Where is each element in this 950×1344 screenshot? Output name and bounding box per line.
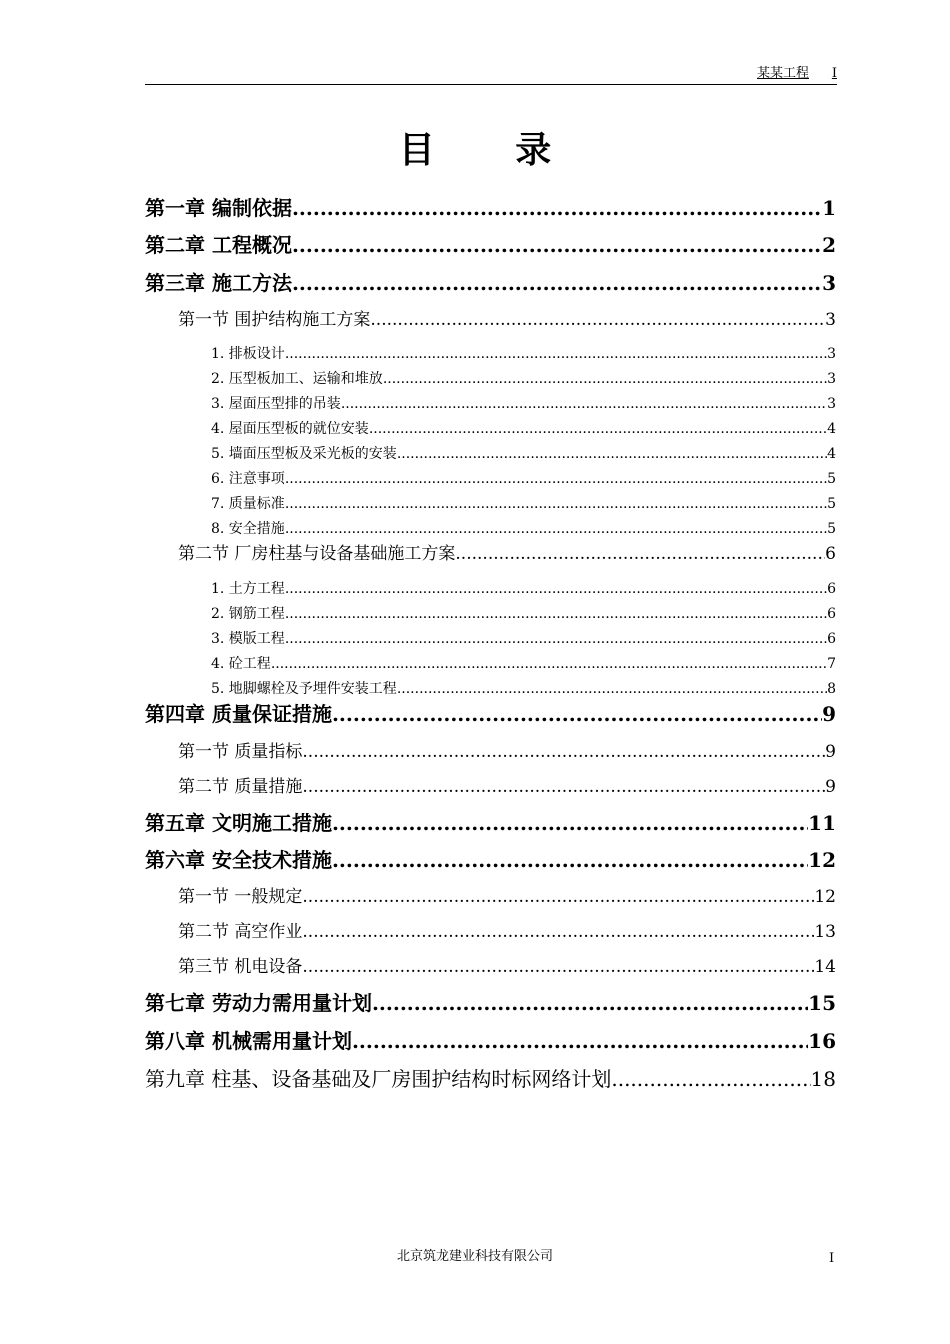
toc-page-number: 16 bbox=[808, 1029, 836, 1053]
toc-entry-text: 1. 土方工程 bbox=[211, 581, 285, 597]
toc-page-number: 18 bbox=[810, 1067, 836, 1091]
toc-leader bbox=[332, 701, 822, 727]
toc-leader bbox=[285, 580, 827, 598]
toc-section-6-3[interactable] bbox=[178, 956, 836, 978]
toc-entry-text: 第九章 柱基、设备基础及厂房围护结构时标网络计划 bbox=[145, 1067, 612, 1091]
toc-entry-text: 6. 注意事项 bbox=[211, 471, 285, 487]
toc-entry-text: 第一节 质量指标 bbox=[178, 742, 303, 762]
toc-chapter-8[interactable] bbox=[145, 1028, 836, 1054]
toc-entry-text: 8. 安全措施 bbox=[211, 521, 285, 537]
toc-page-number: 2 bbox=[822, 233, 836, 257]
toc-entry-text: 第二节 高空作业 bbox=[178, 922, 303, 942]
toc-leader bbox=[369, 420, 827, 438]
toc-entry-text: 4. 砼工程 bbox=[211, 656, 271, 672]
toc-item[interactable] bbox=[211, 395, 836, 413]
toc-leader bbox=[370, 309, 825, 331]
toc-entry-text: 3. 屋面压型排的吊装 bbox=[211, 396, 341, 412]
toc-leader bbox=[285, 495, 827, 513]
toc-entry-text: 第四章 质量保证措施 bbox=[145, 702, 332, 726]
toc-leader bbox=[383, 370, 827, 388]
toc-entry-text: 第二节 质量措施 bbox=[178, 777, 303, 797]
toc-entry-text: 第三章 施工方法 bbox=[145, 271, 292, 295]
toc-page-number: 3 bbox=[825, 310, 836, 330]
toc-leader bbox=[302, 886, 814, 908]
toc-page-number: 5 bbox=[827, 496, 836, 512]
toc-leader bbox=[332, 847, 808, 873]
toc-entry-text: 第六章 安全技术措施 bbox=[145, 848, 332, 872]
toc-entry-text: 4. 屋面压型板的就位安装 bbox=[211, 421, 369, 437]
toc-page-number: 5 bbox=[827, 471, 836, 487]
toc-entry-text: 第八章 机械需用量计划 bbox=[145, 1029, 352, 1053]
toc-entry-text: 2. 压型板加工、运输和堆放 bbox=[211, 371, 383, 387]
toc-entry-text: 第一章 编制依据 bbox=[145, 196, 292, 220]
toc-section-4-2[interactable] bbox=[178, 776, 836, 798]
toc-page-number: 5 bbox=[827, 521, 836, 537]
toc-page-number: 3 bbox=[822, 271, 836, 295]
toc-leader bbox=[292, 195, 822, 221]
toc-page-number: 14 bbox=[814, 957, 836, 977]
toc-page-number: 11 bbox=[808, 811, 836, 835]
toc-item[interactable] bbox=[211, 495, 836, 513]
toc-item[interactable] bbox=[211, 630, 836, 648]
toc-leader bbox=[372, 990, 808, 1016]
toc-chapter-4[interactable] bbox=[145, 701, 836, 727]
toc-item[interactable] bbox=[211, 370, 836, 388]
toc-page-number: 12 bbox=[808, 848, 836, 872]
header-title: 某某工程 bbox=[756, 66, 809, 81]
toc-item[interactable] bbox=[211, 470, 836, 488]
toc-page-number: 3 bbox=[827, 371, 836, 387]
toc-entry-text: 1. 排板设计 bbox=[211, 346, 285, 362]
toc-page-number: 7 bbox=[827, 656, 836, 672]
toc-entry-text: 第五章 文明施工措施 bbox=[145, 811, 332, 835]
toc-entry-text: 5. 地脚螺栓及予埋件安装工程 bbox=[211, 681, 397, 697]
toc-page-number: 3 bbox=[827, 346, 836, 362]
footer-company: 北京筑龙建业科技有限公司 bbox=[396, 1249, 553, 1264]
toc-leader bbox=[285, 520, 827, 538]
toc-page-number: 4 bbox=[827, 446, 836, 462]
toc-page-number: 6 bbox=[827, 606, 836, 622]
toc-section-6-1[interactable] bbox=[178, 886, 836, 908]
toc-leader bbox=[271, 655, 827, 673]
toc-leader bbox=[341, 395, 827, 413]
toc-section-4-1[interactable] bbox=[178, 741, 836, 763]
toc-entry-text: 第一节 一般规定 bbox=[178, 887, 303, 907]
toc-leader bbox=[397, 680, 827, 698]
toc-page-number: 13 bbox=[814, 922, 836, 942]
toc-page-number: 6 bbox=[827, 631, 836, 647]
toc-entry-text: 7. 质量标准 bbox=[211, 496, 285, 512]
toc-entry-text: 第七章 劳动力需用量计划 bbox=[145, 991, 372, 1015]
toc-page-number: 12 bbox=[814, 887, 836, 907]
toc-entry-text: 第三节 机电设备 bbox=[178, 957, 303, 977]
toc-leader bbox=[332, 810, 808, 836]
toc-leader bbox=[302, 956, 814, 978]
toc-item[interactable] bbox=[211, 655, 836, 673]
toc-entry-text: 第二章 工程概况 bbox=[145, 233, 292, 257]
toc-item[interactable] bbox=[211, 605, 836, 623]
toc-entry-text: 5. 墙面压型板及采光板的安装 bbox=[211, 446, 397, 462]
toc-leader bbox=[292, 270, 822, 296]
toc-leader bbox=[302, 741, 825, 763]
toc-page-number: 3 bbox=[827, 396, 836, 412]
toc-item[interactable] bbox=[211, 420, 836, 438]
toc-leader bbox=[455, 543, 825, 565]
toc-page-number: 9 bbox=[825, 742, 836, 762]
toc-section-3-2[interactable] bbox=[178, 543, 836, 565]
toc-chapter-2[interactable] bbox=[145, 232, 836, 258]
toc-item[interactable] bbox=[211, 520, 836, 538]
toc-page-number: 6 bbox=[825, 544, 836, 564]
toc-page-number: 4 bbox=[827, 421, 836, 437]
toc-page-number: 9 bbox=[825, 777, 836, 797]
toc-chapter-1[interactable] bbox=[145, 195, 836, 221]
toc-leader bbox=[397, 445, 827, 463]
page-header bbox=[145, 66, 837, 85]
toc-entry-text: 第一节 围护结构施工方案 bbox=[178, 310, 371, 330]
toc-item[interactable] bbox=[211, 580, 836, 598]
toc-item[interactable] bbox=[211, 445, 836, 463]
toc-leader bbox=[302, 921, 814, 943]
toc-leader bbox=[285, 630, 827, 648]
toc-leader bbox=[285, 470, 827, 488]
toc-section-3-1[interactable] bbox=[178, 309, 836, 331]
toc-chapter-7[interactable] bbox=[145, 990, 836, 1016]
toc-leader bbox=[285, 345, 827, 363]
toc-page-number: 6 bbox=[827, 581, 836, 597]
toc-chapter-3[interactable] bbox=[145, 270, 836, 296]
toc-page-number: 1 bbox=[822, 196, 836, 220]
toc-item[interactable] bbox=[211, 680, 836, 698]
header-page-number: I bbox=[831, 66, 837, 81]
toc-title: 目 录 bbox=[398, 130, 586, 171]
toc-entry-text: 第二节 厂房柱基与设备基础施工方案 bbox=[178, 544, 456, 564]
toc-item[interactable] bbox=[211, 345, 836, 363]
footer-page-number: I bbox=[829, 1251, 835, 1266]
toc-page-number: 8 bbox=[827, 681, 836, 697]
toc-leader bbox=[302, 776, 825, 798]
toc-leader bbox=[285, 605, 827, 623]
toc-section-6-2[interactable] bbox=[178, 921, 836, 943]
toc-leader bbox=[292, 232, 822, 258]
toc-page-number: 15 bbox=[808, 991, 836, 1015]
toc-entry-text: 2. 钢筋工程 bbox=[211, 606, 285, 622]
toc-chapter-6[interactable] bbox=[145, 847, 836, 873]
toc-leader bbox=[611, 1066, 810, 1092]
toc-chapter-5[interactable] bbox=[145, 810, 836, 836]
toc-chapter-9[interactable] bbox=[145, 1066, 836, 1092]
toc-leader bbox=[352, 1028, 808, 1054]
toc-entry-text: 3. 模版工程 bbox=[211, 631, 285, 647]
toc-page-number: 9 bbox=[822, 702, 836, 726]
